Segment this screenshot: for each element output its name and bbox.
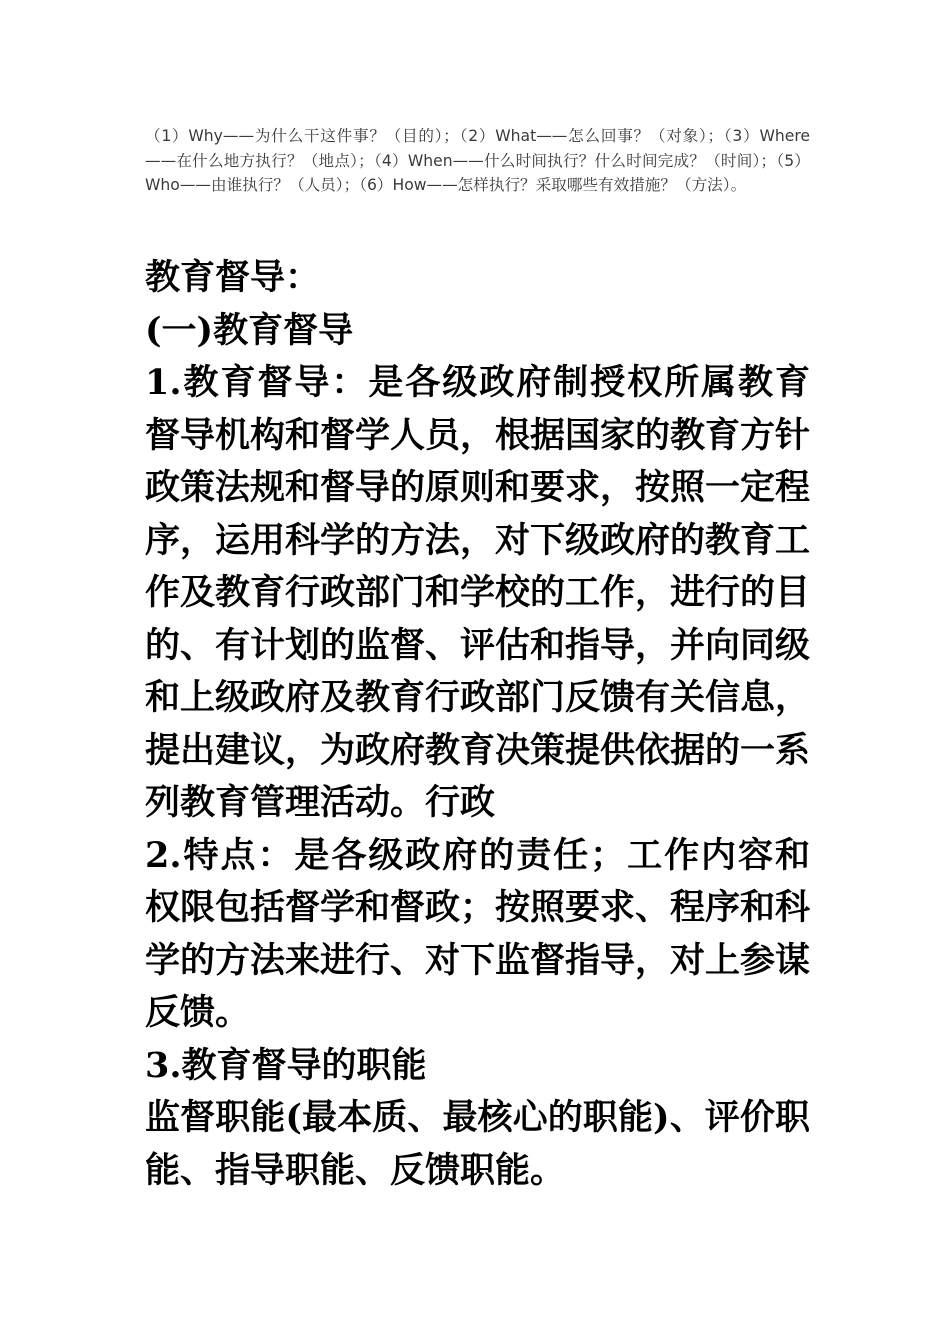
features-label: 2.特点： <box>145 834 295 876</box>
functions-text: 监督职能(最本质、最核心的职能)、评价职能、指导职能、反馈职能。 <box>145 1097 810 1191</box>
main-heading: 教育督导： <box>145 257 321 298</box>
features-text: 是各级政府的责任；工作内容和权限包括督学和督政；按照要求、程序和科学的方法来进行、对下监督指导，对上参谋反馈。 <box>145 834 811 1033</box>
document-body <box>145 252 810 1197</box>
features-paragraph <box>145 830 810 1040</box>
definition-text: 是各级政府制授权所属教育督导机构和督学人员，根据国家的教育方针政策法规和督导的原则和要求，按照一定程序，运用科学的方法，对下级政府的教育工作及教育行政部门和学校的工作，进行的目的、有计划的监督、评估和指导，并向同级和上级政府及教育行政部门反馈有关信息，提出建议，为政府教育决策提供依据的一系列教育管理活动。行政 <box>145 362 811 823</box>
functions-heading: 3.教育督导的职能 <box>145 1044 427 1086</box>
definition-label: 1.教育督导： <box>145 362 369 403</box>
section-heading: (一)教育督导 <box>145 309 354 351</box>
definition-paragraph <box>145 357 810 830</box>
intro-paragraph: （1）Why——为什么干这件事？（目的）；（2）What——怎么回事？（对象）；（3）Where——在什么地方执行？（地点）；（4）When——什么时间执行？什么时间完成？（时间）；（5）Who——由谁执行？（人员）；（6）How——怎样执行？采取哪些有效措施？（方法）。 <box>145 127 810 195</box>
